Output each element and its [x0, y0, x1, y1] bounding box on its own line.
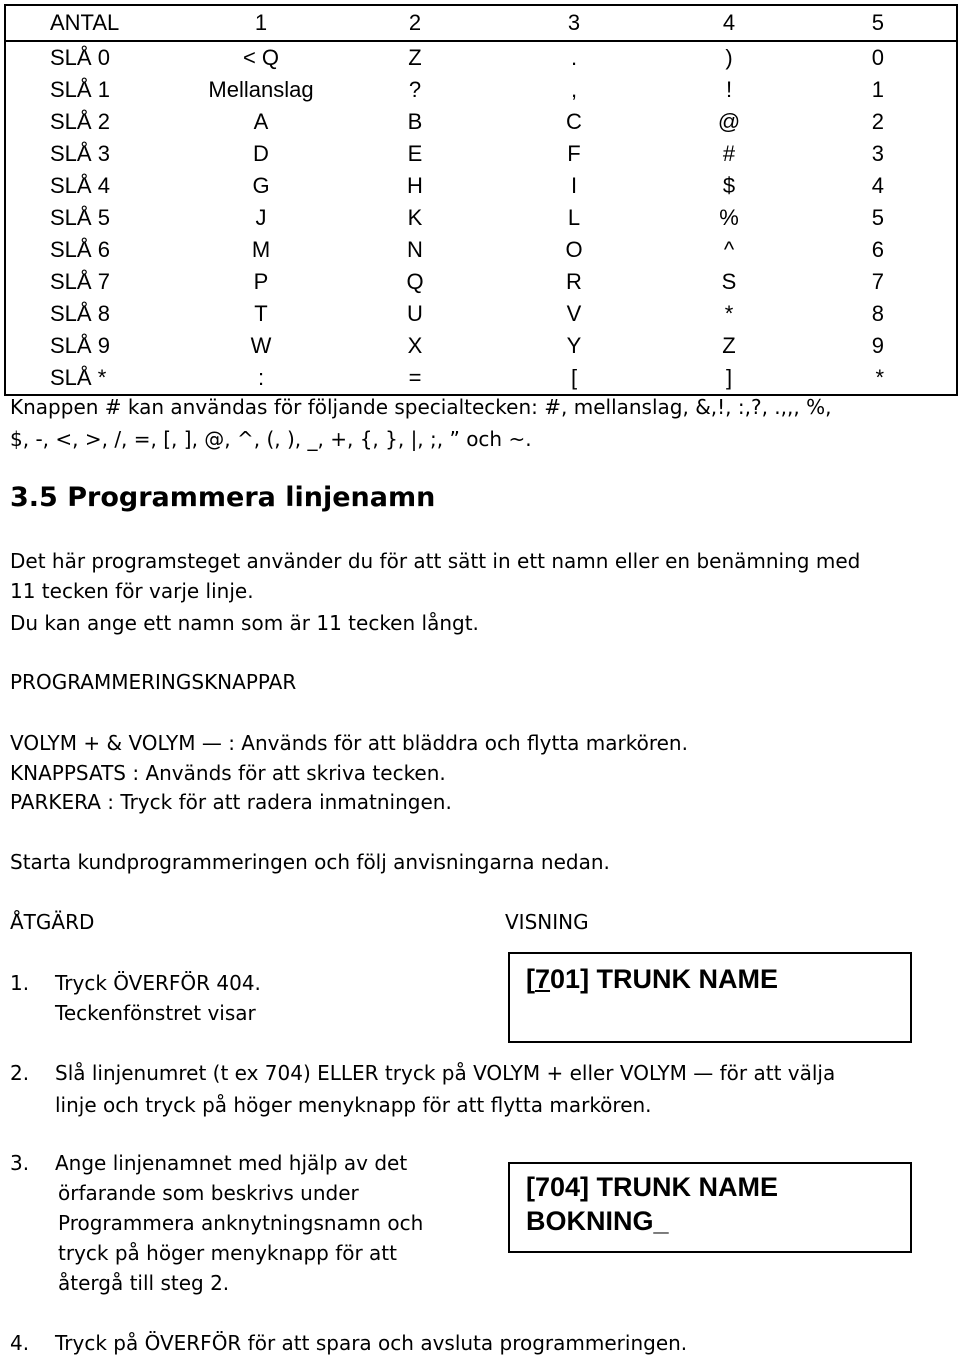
- table-cell: @: [717, 109, 741, 134]
- table-header-cell: ANTAL: [5, 5, 191, 41]
- table-cell: %: [719, 205, 739, 230]
- special-chars-note-line-1: Knappen # kan användas för följande specialtecken: #, mellanslag, &,!, :,?, .,,, %,: [10, 395, 832, 419]
- table-row: [5, 41, 957, 74]
- table-cell: Y: [566, 333, 582, 358]
- table-cell: 1: [871, 77, 884, 102]
- table-cell: S: [721, 269, 737, 294]
- step-3-number: 3.: [10, 1151, 30, 1175]
- table-row: [5, 138, 957, 170]
- table-cell: 0: [871, 45, 884, 70]
- step-1-number: 1.: [10, 971, 30, 995]
- table-cell: B: [407, 109, 423, 134]
- table-cell: F: [567, 141, 581, 166]
- action-column-header: ÅTGÄRD: [10, 910, 95, 934]
- table-header-row: [5, 5, 957, 41]
- table-cell: 7: [871, 269, 884, 294]
- table-cell: ?: [408, 77, 422, 102]
- table-cell: K: [407, 205, 423, 230]
- table-cell: R: [566, 269, 582, 294]
- table-cell: *: [724, 301, 734, 326]
- table-cell: N: [407, 237, 423, 262]
- display-window-2: [508, 1162, 912, 1253]
- table-row: [5, 234, 957, 266]
- table-cell: 3: [871, 141, 884, 166]
- table-cell: O: [565, 237, 583, 262]
- step-3-line-1: Ange linjenamnet med hjälp av det: [55, 1151, 408, 1175]
- display-1-cursor-digit: 7: [535, 964, 551, 994]
- table-cell: J: [255, 205, 267, 230]
- table-row: [5, 266, 957, 298]
- table-header-cell: 5: [809, 5, 957, 41]
- table-cell: 2: [871, 109, 884, 134]
- table-cell: ]: [725, 365, 733, 390]
- table-row: [5, 362, 957, 395]
- table-cell: SLÅ 6: [50, 237, 110, 262]
- table-cell: G: [252, 173, 270, 198]
- step-3-line-5: återgå till steg 2.: [58, 1271, 230, 1295]
- table-cell: Q: [406, 269, 424, 294]
- table-row: [5, 106, 957, 138]
- character-table: [4, 4, 958, 396]
- name-length-note: Du kan ange ett namn som är 11 tecken långt.: [10, 611, 479, 635]
- table-row: [5, 298, 957, 330]
- table-cell: P: [253, 269, 269, 294]
- table-cell: 5: [871, 205, 884, 230]
- display-2-line-1: [704] TRUNK NAME: [526, 1172, 779, 1202]
- volume-keys-description: VOLYM + & VOLYM — : Används för att bläddra och flytta markören.: [10, 731, 688, 755]
- table-cell: !: [725, 77, 733, 102]
- table-cell: C: [566, 109, 582, 134]
- display-1-text: [526, 964, 778, 995]
- table-cell: $: [722, 173, 736, 198]
- table-cell: I: [570, 173, 578, 198]
- table-cell: 6: [871, 237, 884, 262]
- table-cell: *: [875, 365, 884, 390]
- table-cell: U: [407, 301, 423, 326]
- table-header-cell: 4: [649, 5, 809, 41]
- step-2-line-2: linje och tryck på höger menyknapp för att flytta markören.: [55, 1093, 652, 1117]
- display-2-line-2: BOKNING_: [526, 1206, 669, 1236]
- table-cell: SLÅ 1: [50, 77, 110, 102]
- table-cell: X: [407, 333, 423, 358]
- table-cell: A: [253, 109, 269, 134]
- section-heading: 3.5 Programmera linjenamn: [10, 482, 436, 513]
- table-cell: :: [257, 365, 265, 390]
- table-cell: L: [567, 205, 581, 230]
- step-2-line-1: Slå linjenumret (t ex 704) ELLER tryck på VOLYM + eller VOLYM — för att välja: [55, 1061, 836, 1085]
- step-1-line-2: Teckenfönstret visar: [55, 1001, 256, 1025]
- step-3-line-2: örfarande som beskrivs under: [58, 1181, 359, 1205]
- table-cell: < Q: [242, 45, 280, 70]
- special-chars-note-line-2: $, -, <, >, /, =, [, ], @, ^, (, ), _, +, {, }, |, ;, ” och ~.: [10, 427, 532, 451]
- display-window-1: [508, 952, 912, 1043]
- table-cell: E: [407, 141, 423, 166]
- step-3-line-4: tryck på höger menyknapp för att: [58, 1241, 397, 1265]
- table-cell: SLÅ 2: [50, 109, 110, 134]
- table-cell: SLÅ 9: [50, 333, 110, 358]
- character-table-body: [5, 5, 957, 395]
- table-row: [5, 170, 957, 202]
- table-cell: Z: [408, 45, 422, 70]
- table-cell: SLÅ 0: [50, 45, 110, 70]
- keypad-description: KNAPPSATS : Används för att skriva tecken.: [10, 761, 446, 785]
- table-row: [5, 74, 957, 106]
- park-key-description: PARKERA : Tryck för att radera inmatningen.: [10, 790, 452, 814]
- table-cell: D: [253, 141, 269, 166]
- table-cell: =: [408, 365, 422, 390]
- table-cell: [: [570, 365, 578, 390]
- display-1-rest: 01] TRUNK NAME: [550, 964, 779, 994]
- table-header-cell: 2: [331, 5, 499, 41]
- table-cell: ^: [723, 237, 735, 262]
- table-row: [5, 202, 957, 234]
- table-cell: SLÅ 7: [50, 269, 110, 294]
- table-header-cell: 1: [191, 5, 331, 41]
- table-cell: .: [570, 45, 578, 70]
- table-cell: V: [566, 301, 582, 326]
- programming-keys-title: PROGRAMMERINGSKNAPPAR: [10, 670, 297, 694]
- intro-paragraph-line-1: Det här programsteget använder du för att sätt in ett namn eller en benämning med: [10, 549, 861, 573]
- display-column-header: VISNING: [505, 910, 589, 934]
- table-cell: 9: [871, 333, 884, 358]
- step-2-number: 2.: [10, 1061, 30, 1085]
- step-4-number: 4.: [10, 1331, 30, 1355]
- table-cell: SLÅ *: [50, 365, 107, 390]
- table-cell: SLÅ 5: [50, 205, 110, 230]
- intro-paragraph-line-2: 11 tecken för varje linje.: [10, 579, 254, 603]
- table-cell: ,: [570, 77, 578, 102]
- table-row: [5, 330, 957, 362]
- table-cell: SLÅ 3: [50, 141, 110, 166]
- table-cell: SLÅ 4: [50, 173, 110, 198]
- table-cell: SLÅ 8: [50, 301, 110, 326]
- table-cell: Mellanslag: [208, 77, 314, 102]
- table-cell: #: [722, 141, 736, 166]
- table-cell: H: [407, 173, 423, 198]
- step-3-line-3: Programmera anknytningsnamn och: [58, 1211, 424, 1235]
- table-cell: ): [725, 45, 733, 70]
- step-1-line-1: Tryck ÖVERFÖR 404.: [55, 971, 261, 995]
- display-1-bracket: [: [526, 964, 535, 994]
- table-cell: 8: [871, 301, 884, 326]
- table-cell: 4: [871, 173, 884, 198]
- table-header-cell: 3: [499, 5, 649, 41]
- table-cell: Z: [722, 333, 736, 358]
- table-cell: W: [250, 333, 272, 358]
- start-instruction: Starta kundprogrammeringen och följ anvisningarna nedan.: [10, 850, 610, 874]
- table-cell: T: [254, 301, 268, 326]
- step-4-line-1: Tryck på ÖVERFÖR för att spara och avsluta programmeringen.: [55, 1331, 688, 1355]
- table-cell: M: [251, 237, 271, 262]
